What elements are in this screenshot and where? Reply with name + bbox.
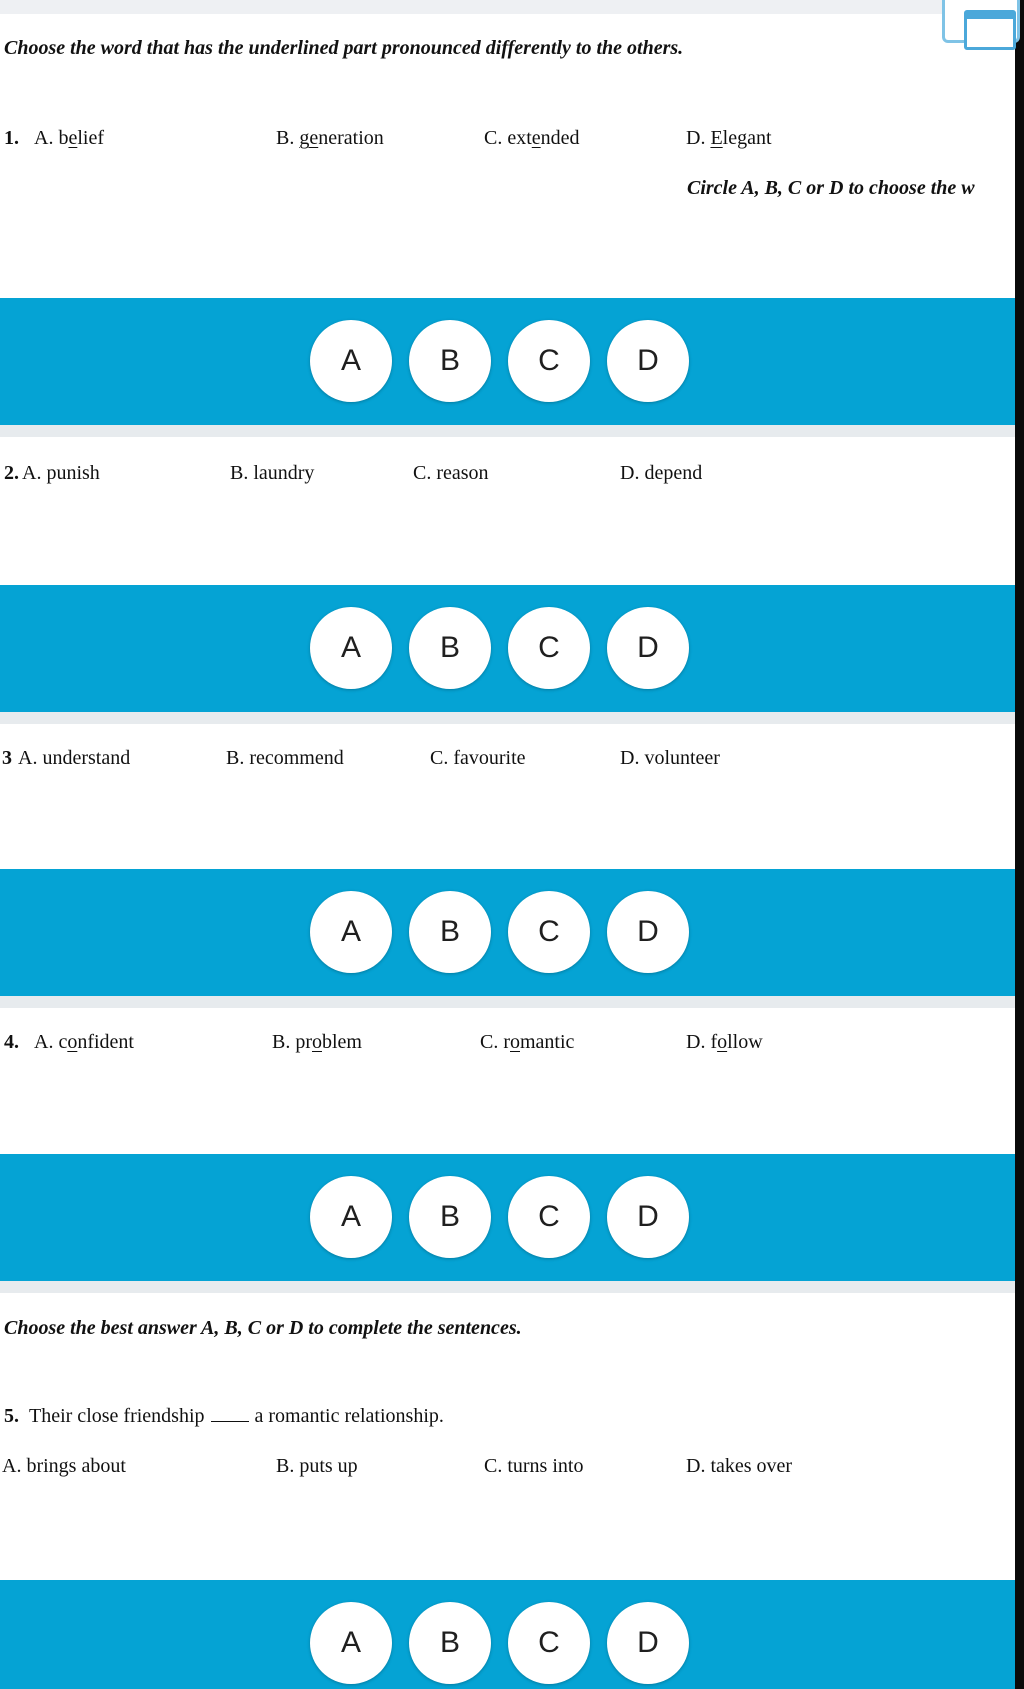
answer-button-c[interactable]: C bbox=[508, 1602, 590, 1684]
option-a: A. brings about bbox=[2, 1455, 126, 1477]
answer-button-b[interactable]: B bbox=[409, 607, 491, 689]
option-d: D. depend bbox=[620, 462, 703, 484]
answer-button-d[interactable]: D bbox=[607, 1602, 689, 1684]
option-c: C. romantic bbox=[480, 1031, 575, 1053]
question-sentence: 5. Their close friendship a romantic relationship. bbox=[4, 1405, 444, 1427]
option-b: B. problem bbox=[272, 1031, 362, 1053]
answer-button-b[interactable]: B bbox=[409, 1176, 491, 1258]
answer-button-d[interactable]: D bbox=[607, 320, 689, 402]
answer-button-c[interactable]: C bbox=[508, 891, 590, 973]
option-b: B. recommend bbox=[226, 747, 344, 769]
answer-band bbox=[0, 1580, 1015, 1689]
answer-band bbox=[0, 1154, 1015, 1293]
option-b: B. puts up bbox=[276, 1455, 358, 1477]
answer-button-b[interactable]: B bbox=[409, 320, 491, 402]
answer-blank bbox=[211, 1403, 249, 1422]
option-d: D. volunteer bbox=[620, 747, 720, 769]
option-d: D. takes over bbox=[686, 1455, 793, 1477]
answer-button-a[interactable]: A bbox=[310, 1602, 392, 1684]
option-c: C. favourite bbox=[430, 747, 526, 769]
question-number: 4. bbox=[4, 1031, 19, 1053]
answer-button-c[interactable]: C bbox=[508, 1176, 590, 1258]
instruction-pronunciation: Choose the word that has the underlined part pronounced differently to the others. bbox=[4, 37, 684, 59]
instruction-best-answer: Choose the best answer A, B, C or D to complete the sentences. bbox=[4, 1317, 522, 1339]
option-d: D. follow bbox=[686, 1031, 763, 1053]
answer-button-a[interactable]: A bbox=[310, 891, 392, 973]
answer-button-d[interactable]: D bbox=[607, 891, 689, 973]
option-c: C. reason bbox=[413, 462, 489, 484]
answer-button-a[interactable]: A bbox=[310, 320, 392, 402]
answer-band bbox=[0, 869, 1015, 1008]
option-b: B. generation bbox=[276, 127, 384, 149]
question-number: 3 bbox=[2, 747, 12, 769]
window-frame-inner bbox=[964, 10, 1016, 50]
option-a: A. punish bbox=[22, 462, 100, 484]
answer-button-d[interactable]: D bbox=[607, 1176, 689, 1258]
option-a: A. belief bbox=[34, 127, 104, 149]
answer-button-b[interactable]: B bbox=[409, 1602, 491, 1684]
question-number: 1. bbox=[4, 127, 19, 149]
answer-band bbox=[0, 298, 1015, 437]
screen-edge bbox=[1015, 0, 1024, 1689]
answer-button-c[interactable]: C bbox=[508, 320, 590, 402]
option-c: C. turns into bbox=[484, 1455, 584, 1477]
answer-button-b[interactable]: B bbox=[409, 891, 491, 973]
question-number: 2. bbox=[4, 462, 19, 484]
option-a: A. confident bbox=[34, 1031, 134, 1053]
top-strip bbox=[0, 0, 1024, 14]
answer-button-a[interactable]: A bbox=[310, 1176, 392, 1258]
answer-button-a[interactable]: A bbox=[310, 607, 392, 689]
option-c: C. extended bbox=[484, 127, 580, 149]
answer-button-d[interactable]: D bbox=[607, 607, 689, 689]
window-icon[interactable] bbox=[942, 0, 1016, 48]
option-a: A. understand bbox=[18, 747, 131, 769]
option-d: D. Elegant bbox=[686, 127, 772, 149]
answer-band bbox=[0, 585, 1015, 724]
answer-button-c[interactable]: C bbox=[508, 607, 590, 689]
option-b: B. laundry bbox=[230, 462, 315, 484]
instruction-circle: Circle A, B, C or D to choose the w bbox=[687, 177, 975, 199]
